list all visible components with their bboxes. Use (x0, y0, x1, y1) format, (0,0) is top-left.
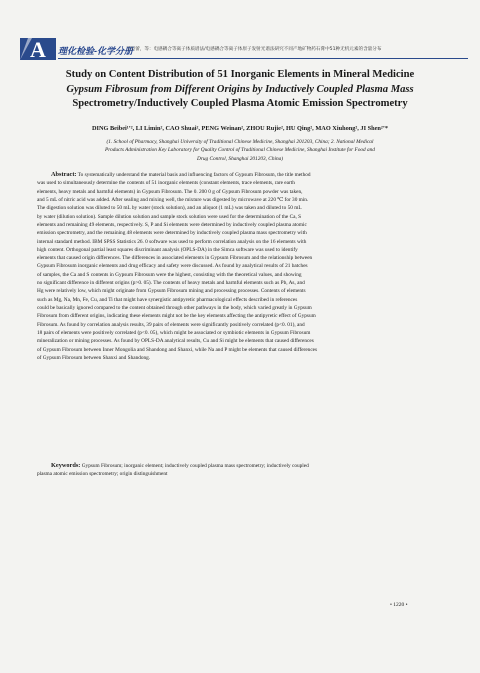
abstract-line: Fibrosum from different origins, indicating these elements might not be the key elements affecting the antipyretic effect of Gypsum (37, 313, 316, 320)
abstract-line: elements and remaining 49 elements, respectively. S, P and Si elements were determined by inductively coupled plasma atomic (37, 221, 307, 228)
keywords-line-text: Gypsum Fibrosum; inorganic element; inductively coupled plasma mass spectrometry; inductively coupled (81, 463, 309, 469)
journal-name: 理化检验-化学分册 (58, 46, 133, 56)
abstract-line: Gypsum Fibrosum inorganic elements and drug efficacy and safety were discussed. As found by analytical results of 21 batches (37, 263, 308, 270)
title-line-1: Study on Content Distribution of 51 Inorganic Elements in Mineral Medicine (65, 69, 415, 80)
paper-title (20, 68, 460, 112)
running-title: 丁贝蕾，等：电感耦合等离子体质谱法/电感耦合等离子体原子发射光谱法研究不同产地矿物药石膏中51种无机元素的含量分布 (126, 47, 382, 52)
author-list: DING Beibei¹ʼ², LI Limin², CAO Shuai², PENG Weinan², ZHOU Rujie², HU Qing², MAO Xiuhong², JI Shen²ʼ* (91, 125, 389, 132)
affiliations (40, 138, 440, 163)
keywords-block (37, 462, 445, 479)
keywords-line (37, 462, 445, 470)
abstract-line: emission spectrometry, and the remaining 48 elements were determined by inductively coupled plasma mass spectrometry with (37, 230, 307, 237)
abstract-line-text: To systematically understand the material basis and influencing factors of Gypsum Fibrosum, the title method (77, 172, 311, 178)
abstract-line: elements, heavy metals and harmful elements) in Gypsum Fibrosum. The 0. 200 0 g of Gypsum Fibrosum powder was taken, (37, 188, 303, 195)
abstract-line: no significant difference in different origins (p>0. 05). The contents of heavy metals and harmful elements such as Pb, As, and (37, 280, 305, 287)
logo-letter: A (30, 37, 46, 62)
journal-logo (18, 36, 58, 62)
abstract-line: was used to simultaneously determine the contents of 51 inorganic elements (constant elements, trace elements, rare earth (37, 180, 295, 187)
abstract-line: of Gypsum Fibrosum between Shanxi and Shandong. (37, 354, 151, 361)
abstract-line: mineralization or mining processes. As found by OPLS-DA analytical results, Cu and Si might be elements that caused differences (37, 338, 314, 345)
abstract-line: elements that caused origin differences. The differences in associated elements in Gypsum Fibrosum and the relationship between (37, 255, 313, 262)
header-rule (58, 58, 468, 59)
abstract-line: and 5 mL of nitric acid was added. After sealing and mixing well, the mixture was digested by microwave at 220 ℃ for 30 min. (37, 196, 309, 203)
abstract-line (37, 171, 445, 179)
keywords-label: Keywords: (51, 462, 81, 469)
abstract-line: of samples, the Ca and S contents in Gypsum Fibrosum were the highest, consisting with the theoretical values, and showing (37, 271, 302, 278)
title-line-2-text: Gypsum Fibrosum from Different Origins by Inductively Coupled Plasma Mass (66, 83, 414, 95)
affiliation-line-3: Drug Control, Shanghai 201203, China) (196, 155, 284, 162)
abstract-line: Fibrosum. As found by correlation analysis results, 39 pairs of elements were significantly positively correlated (p<0. 01), and (37, 321, 305, 328)
abstract-line: such as Mg, Na, Mn, Fe, Cu, and Ti that might have synergistic antipyretic pharmacological effects described in references (37, 296, 298, 303)
page-number: • 1220 • (390, 602, 408, 608)
abstract-line: Hg were relatively low, which might originate from Gypsum Fibrosum mining and processing processes. Contents of elements (37, 288, 306, 295)
abstract-line: of Gypsum Fibrosum between Inner Mongolia and Shandong and Shanxi, while Na and P might be elements that caused differences (37, 346, 318, 353)
abstract-line: by water (dilution solution). Sample dilution solution and sample stock solution were used for the determination of the Ca, S (37, 213, 302, 220)
page-header (18, 36, 468, 64)
affiliation-line-1: (1. School of Pharmacy, Shanghai University of Traditional Chinese Medicine, Shanghai 201203, China; 2. National Medical (106, 139, 374, 145)
abstract-line: could be basically ignored compared to the content obtained through other pathways in the body, which varied greatly in Gypsum (37, 305, 312, 311)
title-line-2 (20, 83, 460, 98)
affiliation-line-2: Products Administration Key Laboratory for Quality Control of Traditional Chinese Medicine, Shanghai Institute for Food and (105, 147, 375, 154)
abstract-label: Abstract: (51, 171, 77, 178)
title-line-3: Spectrometry/Inductively Coupled Plasma Atomic Emission Spectrometry (72, 98, 408, 109)
keywords-line: plasma atomic emission spectrometry; origin distinguishment (37, 471, 168, 478)
abstract-line: 18 pairs of elements were positively correlated (p<0. 05), which might be associated or symbiotic elements in Gypsum Fibrosum (37, 329, 311, 336)
abstract-line: The digestion solution was diluted to 50 mL by water (stock solution), and an aliquot (1 mL) was taken and diluted to 50 mL (37, 205, 302, 212)
abstract-line: high content. Orthogonal partial least squares discriminant analysis (OPLS-DA) in the Simca software was used to identify (37, 246, 298, 253)
abstract-line: internal standard method. IBM SPSS Statistics 26. 0 software was used to perform correlation analysis on the 16 elements with (37, 238, 307, 245)
abstract-block (37, 171, 445, 362)
